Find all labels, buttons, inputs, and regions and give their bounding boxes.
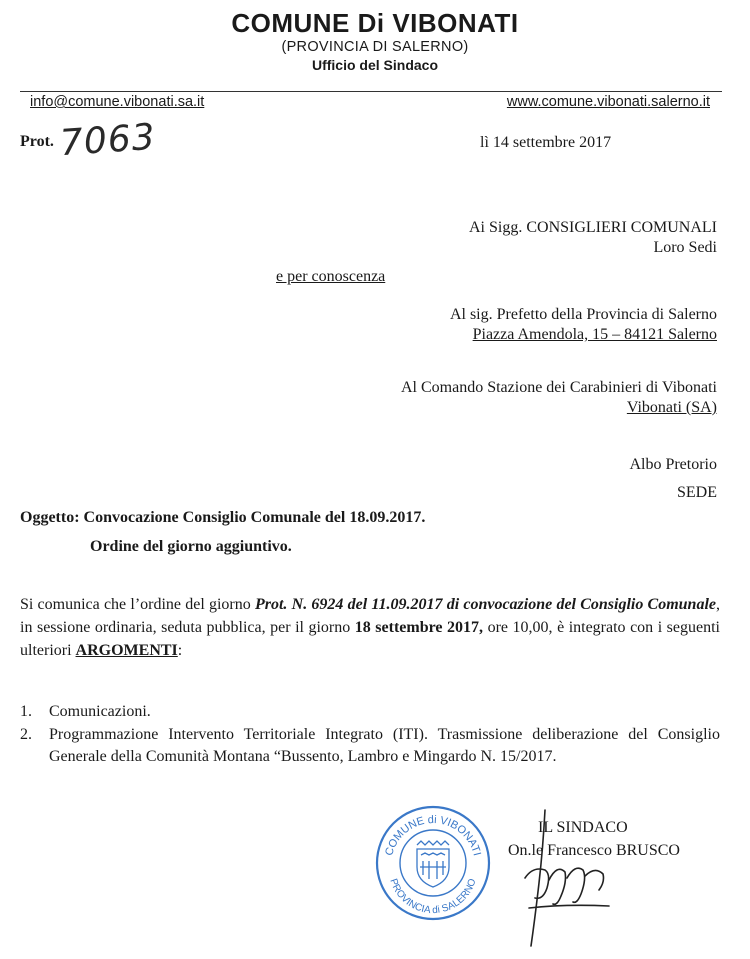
protocol-label: Prot. [20,133,54,150]
recipient-albo: Albo Pretorio [629,456,717,473]
list-item-text: Programmazione Intervento Territoriale Integrato (ITI). Trasmissione deliberazione del Consiglio Generale della Comunità Montana “Bussento, Lambro e Mingardo N. 15/2017. [49,726,720,765]
subject-text: : Convocazione Consiglio Comunale del 18.09.2017. [74,509,426,526]
office-name: Ufficio del Sindaco [311,57,438,73]
body-text-4: : [177,642,183,659]
recipient-albo-seat: SEDE [677,484,717,501]
list-item [20,724,720,768]
body-date: 18 settembre 2017, [354,619,484,636]
protocol-number-handwritten: 7063 [58,116,157,165]
recipient-carabinieri: Al Comando Stazione dei Carabinieri di Vibonati [400,379,717,396]
signer-name: On.le Francesco BRUSCO [508,842,680,859]
recipient-prefetto: Al sig. Prefetto della Provincia di Salerno [449,306,717,323]
recipient-carabinieri-address: Vibonati (SA) [626,399,717,416]
website-link[interactable]: www.comune.vibonati.salerno.it [506,94,710,110]
list-item-number: 2. [20,726,32,743]
recipient-councillors: Ai Sigg. CONSIGLIERI COMUNALI [469,219,717,236]
email-link[interactable]: info@comune.vibonati.sa.it [30,94,205,110]
signer-title: IL SINDACO [538,819,628,836]
header-divider [20,91,722,92]
document-date: lì 14 settembre 2017 [480,134,612,151]
body-text-3: ore 10,00, è integrato con i seguenti ulteriori [20,619,720,659]
cc-label: e per conoscenza [276,268,386,285]
body-paragraph [20,593,720,662]
body-text-1: Si comunica che l’ordine del giorno [20,596,255,613]
recipient-councillors-seat: Loro Sedi [653,239,717,256]
list-item-number: 1. [20,703,32,720]
subject-label: Oggetto [20,509,75,526]
stamp-top-text: COMUNE di VIBONATI [383,813,483,858]
province-subtitle: (PROVINCIA DI SALERNO) [281,39,469,55]
body-reference: Prot. N. 6924 del 11.09.2017 di convocazione del Consiglio Comunale [254,596,717,613]
recipient-prefetto-address: Piazza Amendola, 15 – 84121 Salerno [472,326,717,343]
body-argomenti: ARGOMENTI [75,642,178,659]
stamp-inner-ring [400,830,466,896]
body-text-2: , in sessione ordinaria, seduta pubblica, per il giorno [20,596,721,636]
list-item [20,701,720,723]
subject-line-2: Ordine del giorno aggiuntivo. [90,538,292,555]
subject-line [20,509,425,527]
list-item-text: Comunicazioni. [49,703,151,720]
handwritten-signature [505,808,625,948]
stamp-bottom-text: PROVINCIA di SALERNO [387,877,479,917]
municipal-stamp [373,803,493,923]
coat-of-arms-icon [417,841,449,887]
municipality-title: COMUNE Di VIBONATI [231,8,519,38]
